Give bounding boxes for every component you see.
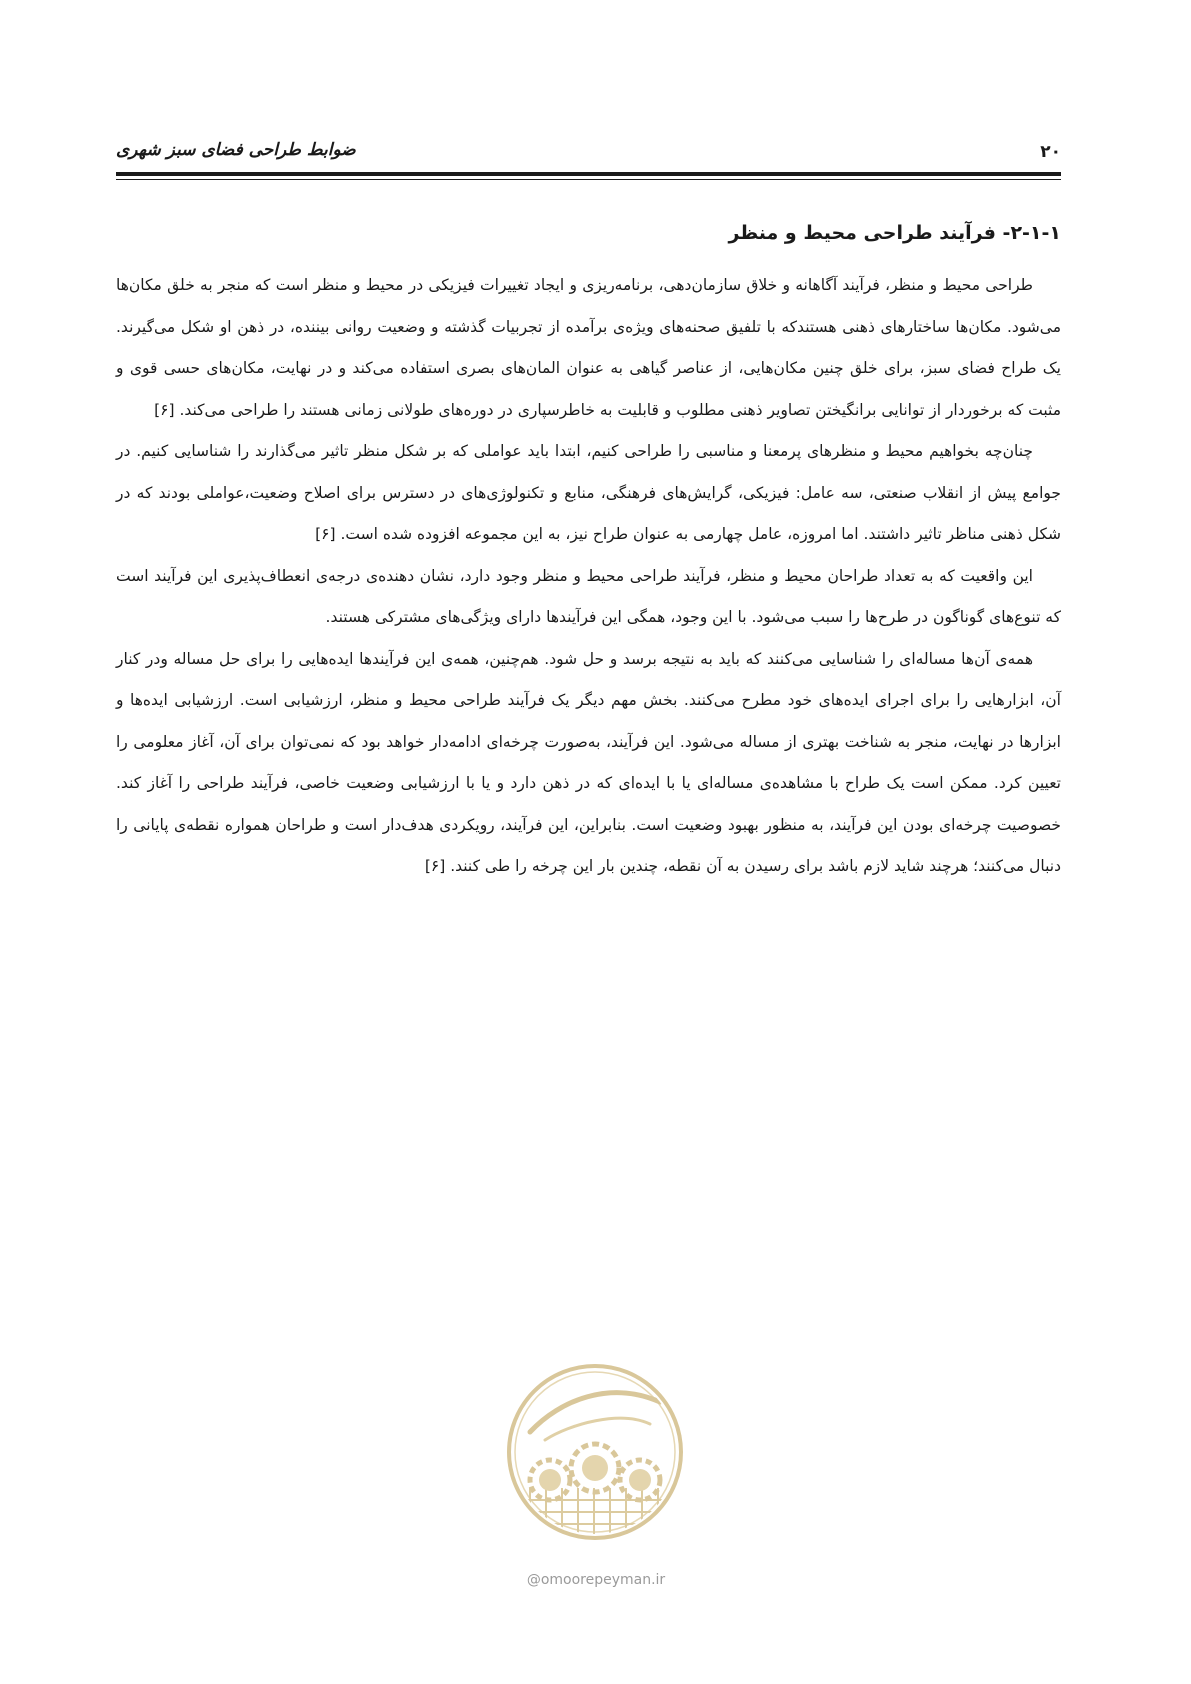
paragraph: همه‌ی آن‌ها مساله‌ای را شناسایی می‌کنند که باید به نتیجه برسد و حل شود. هم‌چنین، همه‌ی این فرآیندها ایده‌هایی را برای حل مساله ودر کنار آن، ابزارهایی را برای اجرای ایده‌های خود مطرح می‌کنند. بخش مهم دیگر یک فرآیند طراحی محیط و منظر، ارزشیابی است. ارزشیابی ایده‌ها و ابزارها در نهایت، منجر به شناخت بهتری از مساله می‌شود. این فرآیند، به‌صورت چرخه‌ای ادامه‌دار خواهد بود که نمی‌توان برای آن، آغاز معلومی را تعیین کرد. ممکن است یک طراح با مشاهده‌ی مساله‌ای یا با ایده‌ای که در ذهن دارد و یا با ارزشیابی وضعیت خاصی، فرآیند طراحی را آغاز کند. خصوصیت چرخه‌ای بودن این فرآیند، به منظور بهبود وضعیت است. بنابراین، این فرآیند، رویکردی هدف‌دار است و طراحان همواره نقطه‌ی پایانی را دنبال می‌کنند؛ هرچند شاید لازم باشد برای رسیدن به آن نقطه، چندین بار این چرخه را طی کنند. [۶] [116, 649, 1061, 875]
running-title: ضوابط طراحی فضای سبز شهری [116, 140, 356, 160]
paragraph: طراحی محیط و منظر، فرآیند آگاهانه و خلاق سازمان‌دهی، برنامه‌ریزی و ایجاد تغییرات فیزیکی در محیط و منظر است که منجر به خلق مکان‌ها می‌شود. مکان‌ها ساختارهای ذهنی هستندکه با تلفیق صحنه‌های ویژه‌ی برآمده از تجربیات گذشته و وضعیت روانی بیننده، در ذهن او شکل می‌گیرند. یک طراح فضای سبز، برای خلق چنین مکان‌هایی، از عناصر گیاهی به عنوان المان‌های بصری استفاده می‌کند و در نهایت، مکان‌های حسی قوی و مثبت که برخوردار از توانایی برانگیختن تصاویر ذهنی مطلوب و قابلیت به خاطرسپاری در دوره‌های طولانی زمانی هستند را طراحی می‌کند. [۶] [116, 276, 1061, 419]
header-rule-thick [116, 172, 1061, 176]
watermark-url: @omoorepeyman.ir [526, 1572, 666, 1588]
body-text [116, 265, 1061, 888]
paragraph: چنان‌چه بخواهیم محیط و منظرهای پرمعنا و مناسبی را طراحی کنیم، ابتدا باید عواملی که بر شکل منظر تاثیر می‌گذارند را شناسایی کنیم. در جوامع پیش از انقلاب صنعتی، سه عامل: فیزیکی، گرایش‌های فرهنگی، منابع و تکنولوژی‌های در دسترس برای اصلاح وضعیت،عواملی بودند که در شکل ذهنی مناظر تاثیر داشتند. اما امروزه، عامل چهارمی به عنوان طراح نیز، به این مجموعه افزوده شده است. [۶] [116, 442, 1061, 543]
page-header [116, 140, 1061, 170]
section-heading: ۲-۱-۱- فرآیند طراحی محیط و منظر [728, 222, 1061, 244]
paragraph: این واقعیت که به تعداد طراحان محیط و منظر، فرآیند طراحی محیط و منظر وجود دارد، نشان دهنده‌ی درجه‌ی انعطاف‌پذیری این فرآیند است که تنوع‌های گوناگون در طرح‌ها را سبب می‌شود. با این وجود، همگی این فرآیندها دارای ویژگی‌های مشترکی هستند. [116, 566, 1061, 626]
watermark-seal-logo [490, 1340, 700, 1580]
page-number: ۲۰ [1040, 142, 1061, 162]
header-rule-thin [116, 179, 1061, 180]
